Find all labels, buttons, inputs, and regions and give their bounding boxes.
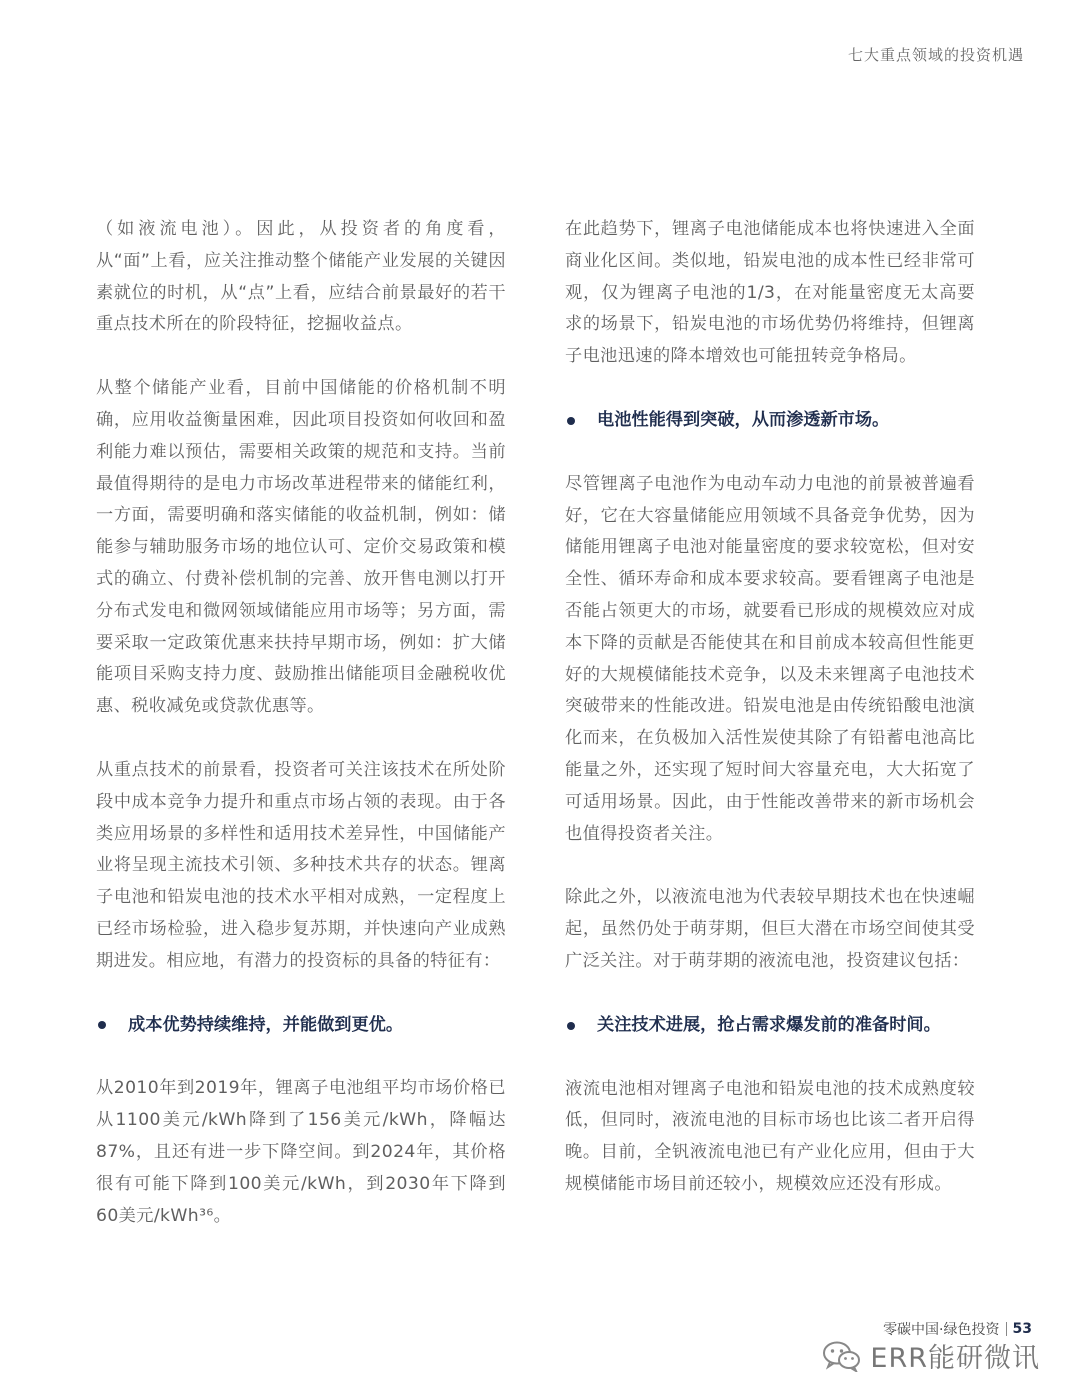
section-header: 七大重点领域的投资机遇 (847, 46, 1024, 64)
bullet-dot-icon (98, 1021, 106, 1029)
bullet-dot-icon (567, 1022, 575, 1030)
paragraph: 从重点技术的前景看，投资者可关注该技术在所处阶段中成本竞争力提升和重点市场占领的表现。由于各类应用场景的多样性和适用技术差异性，中国储能产业将呈现主流技术引领、多种技术共存的状态。锂离子电池和铅炭电池的技术水平相对成熟，一定程度上已经市场检验，进入稳步复苏期，并快速向产业成熟期进发。相应地，有潜力的投资标的具备的特征有： (96, 759, 506, 971)
bullet-heading-text: 成本优势持续维持，并能做到更优。 (128, 1014, 404, 1035)
bullet-heading (565, 405, 975, 437)
divider (1006, 1322, 1007, 1336)
bullet-heading-text: 关注技术进展，抢占需求爆发前的准备时间。 (597, 1014, 941, 1035)
bullet-heading (565, 1010, 975, 1042)
publication-name: 零碳中国·绿色投资 (883, 1322, 1000, 1338)
watermark-text: ERR能研微讯 (870, 1343, 1040, 1374)
paragraph: 从2010年到2019年，锂离子电池组平均市场价格已从1100美元/kWh降到了156美元/kWh，降幅达87%，且还有进一步下降空间。到2024年，其价格很有可能下降到100美元/kWh，到2030年下降到60美元/kWh³⁶。 (96, 1078, 506, 1226)
wechat-icon (822, 1340, 862, 1372)
paragraph: 在此趋势下，锂离子电池储能成本也将快速进入全面商业化区间。类似地，铅炭电池的成本性已经非常可观，仅为锂离子电池的1/3，在对能量密度无太高要求的场景下，铅炭电池的市场优势仍将维持，但锂离子电池迅速的降本增效也可能扭转竞争格局。 (565, 219, 975, 367)
bullet-heading (96, 1010, 506, 1042)
paragraph: 尽管锂离子电池作为电动车动力电池的前景被普遍看好，它在大容量储能应用领域不具备竞争优势，因为储能用锂离子电池对能量密度的要求较宽松，但对安全性、循环寿命和成本要求较高。要看锂离子电池是否能占领更大的市场，就要看已形成的规模效应对成本下降的贡献是否能使其在和目前成本较高但性能更好的大规模储能技术竞争，以及未来锂离子电池技术突破带来的性能改进。铅炭电池是由传统铅酸电池演化而来，在负极加入活性炭使其除了有铅蓄电池高比能量之外，还实现了短时间大容量充电，大大拓宽了可适用场景。因此，由于性能改善带来的新市场机会也值得投资者关注。 (565, 473, 975, 844)
bullet-dot-icon (567, 417, 575, 425)
page-number: 53 (1012, 1321, 1032, 1337)
watermark (822, 1336, 1040, 1375)
right-column (565, 214, 975, 1233)
paragraph: 液流电池相对锂离子电池和铅炭电池的技术成熟度较低，但同时，液流电池的目标市场也比该二者开启得晚。目前，全钒液流电池已有产业化应用，但由于大规模储能市场目前还较小，规模效应还没有形成。 (565, 1078, 975, 1194)
paragraph: （如液流电池）。因此，从投资者的角度看，从“面”上看，应关注推动整个储能产业发展的关键因素就位的时机，从“点”上看，应结合前景最好的若干重点技术所在的阶段特征，挖掘收益点。 (96, 219, 506, 335)
bullet-heading-text: 电池性能得到突破，从而渗透新市场。 (597, 409, 890, 430)
paragraph: 除此之外，以液流电池为代表较早期技术也在快速崛起，虽然仍处于萌芽期，但巨大潜在市场空间使其受广泛关注。对于萌芽期的液流电池，投资建议包括： (565, 887, 975, 971)
paragraph: 从整个储能产业看，目前中国储能的价格机制不明确，应用收益衡量困难，因此项目投资如何收回和盈利能力难以预估，需要相关政策的规范和支持。当前最值得期待的是电力市场改革进程带来的储能红利，一方面，需要明确和落实储能的收益机制，例如：储能参与辅助服务市场的地位认可、定价交易政策和模式的确立、付费补偿机制的完善、放开售电测以打开分布式发电和微网领域储能应用市场等；另方面，需要采取一定政策优惠来扶持早期市场，例如：扩大储能项目采购支持力度、鼓励推出储能项目金融税收优惠、税收减免或贷款优惠等。 (96, 378, 506, 717)
left-column (96, 214, 506, 1264)
